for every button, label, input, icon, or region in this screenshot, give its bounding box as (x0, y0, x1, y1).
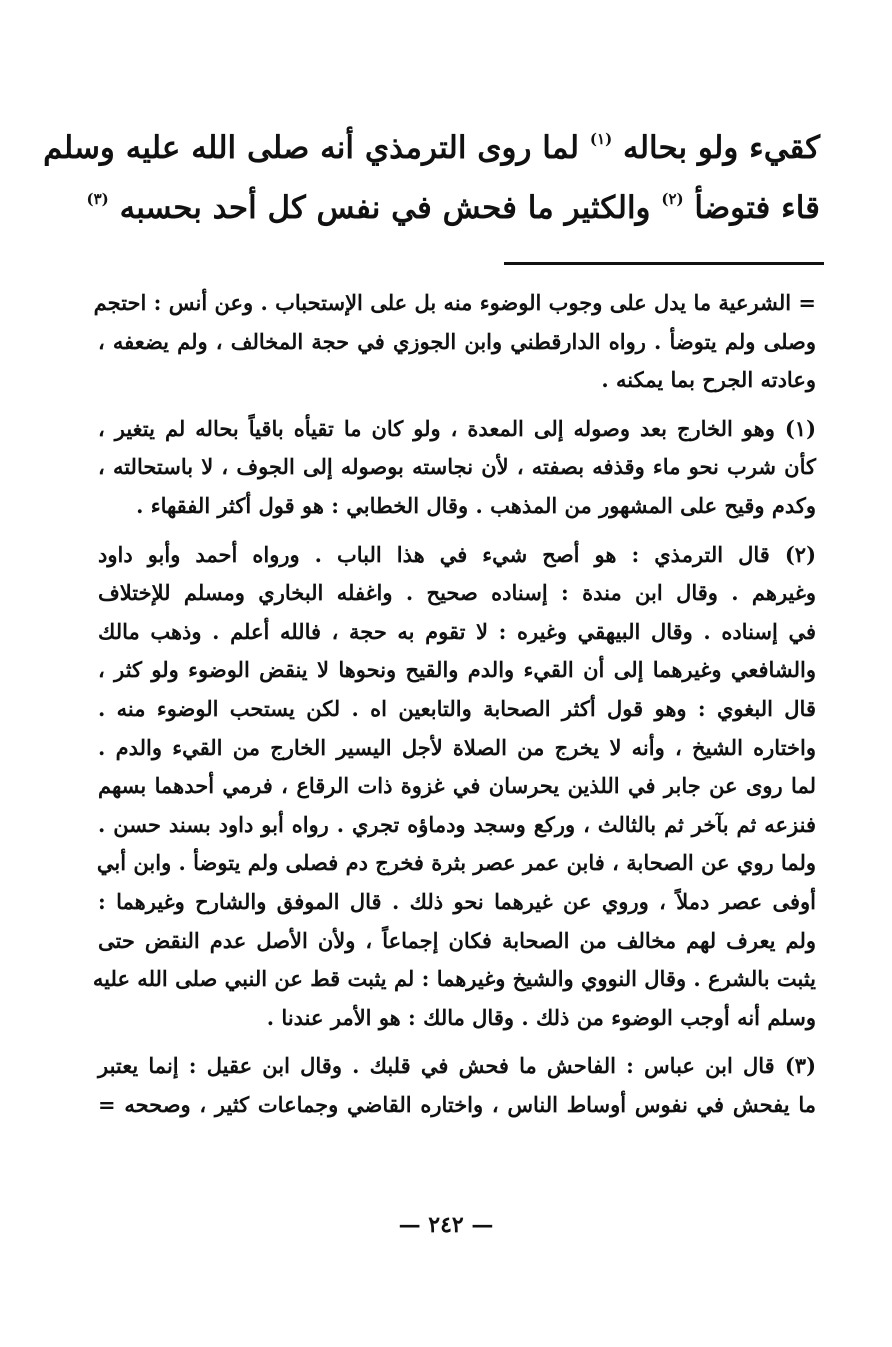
main-text-segment: قاء فتوضأ (694, 190, 820, 226)
main-text-segment: لما روى الترمذي أنه صلى الله عليه وسلم (43, 130, 580, 166)
footnote-ref-1: (١) (589, 130, 613, 148)
main-text-segment: والكثير ما فحش في نفس كل أحد بحسبه (119, 190, 651, 226)
footnote-continuation (93, 284, 816, 400)
footnote-3 (98, 1047, 816, 1124)
footnote-line: (٣) قال ابن عباس : الفاحش ما فحش في قلبك . وقال ابن عقيل : إنما يعتبر (98, 1053, 816, 1079)
footnote-line: (٢) قال الترمذي : هو أصح شيء في هذا الباب . ورواه أحمد وأبو داود (98, 541, 816, 567)
footnote-1 (98, 410, 816, 526)
footnote-line: لما روى عن جابر في اللذين يحرسان في غزوة ذات الرقاع ، فرمي أحدهما بسهم (98, 773, 816, 799)
footnote-line: واختاره الشيخ ، وأنه لا يخرج من الصلاة لأجل اليسير الخارج من القيء والدم . (98, 734, 816, 760)
footnote-line: وغيرهم . وقال ابن مندة : إسناده صحيح . واغفله البخاري ومسلم للإختلاف (98, 580, 816, 606)
footnote-line: كأن شرب نحو ماء وقذفه بصفته ، لأن نجاسته بوصوله إلى الجوف ، لا باستحالته ، (98, 454, 816, 480)
footnote-line: وكدم وقيح على المشهور من المذهب . وقال الخطابي : هو قول أكثر الفقهاء . (136, 492, 816, 518)
footnote-separator (504, 262, 824, 265)
footnote-line: يثبت بالشرع . وقال النووي والشيخ وغيرهما : لم يثبت قط عن النبي صلى الله عليه (92, 966, 816, 992)
footnote-2 (92, 536, 816, 1038)
footnote-line: وسلم أنه أوجب الوضوء من ذلك . وقال مالك : هو الأمر عندنا . (266, 1004, 816, 1030)
footnote-line: في إسناده . وقال البيهقي وغيره : لا تقوم به حجة ، فالله أعلم . وذهب مالك (98, 618, 816, 644)
footnote-line: (١) وهو الخارج بعد وصوله إلى المعدة ، ولو كان ما تقيأه باقياً بحاله لم يتغير ، (98, 415, 816, 441)
footnotes (92, 284, 816, 1134)
footnote-line: والشافعي وغيرهما إلى أن القيء والدم والقيح ونحوها لا ينقض الوضوء ولو كثر ، (98, 657, 816, 683)
footnote-line: وصلى ولم يتوضأ . رواه الدارقطني وابن الجوزي في حجة المخالف ، ولم يضعفه ، (98, 328, 816, 354)
footnote-line: أوفى عصر دملاً ، وروي عن غيرهما نحو ذلك . قال الموفق والشارح وغيرهما : (98, 888, 816, 914)
main-text-segment: كقيء ولو بحاله (622, 130, 820, 166)
footnote-ref-2: (٢) (661, 190, 684, 208)
footnote-line: ولم يعرف لهم مخالف من الصحابة فكان إجماعاً ، ولأن الأصل عدم النقض حتى (98, 927, 816, 953)
page-number: — ٢٤٢ — (398, 1212, 494, 1238)
main-text (43, 118, 820, 238)
footnote-line: ولما روي عن الصحابة ، فابن عمر عصر بثرة فخرج دم فصلى ولم يتوضأ . وابن أبي (96, 850, 816, 876)
footnote-line: وعادته الجرح بما يمكنه . (601, 367, 816, 393)
footnote-line: ما يفحش في نفوس أوساط الناس ، واختاره القاضي وجماعات كثير ، وصححه = (98, 1091, 816, 1117)
footnote-line: قال البغوي : وهو قول أكثر الصحابة والتابعين اه . لكن يستحب الوضوء منه . (98, 695, 816, 721)
main-line-2 (88, 178, 820, 238)
footnote-line: فنزعه ثم بآخر ثم بالثالث ، وركع وسجد ودماؤه تجري . رواه أبو داود بسند حسن . (98, 811, 816, 837)
footnote-ref-3: (٣) (86, 190, 109, 208)
main-line-1 (43, 118, 820, 178)
footnote-line: = الشرعية ما يدل على وجوب الوضوء منه بل على الإستحباب . وعن أنس : احتجم (93, 290, 816, 315)
